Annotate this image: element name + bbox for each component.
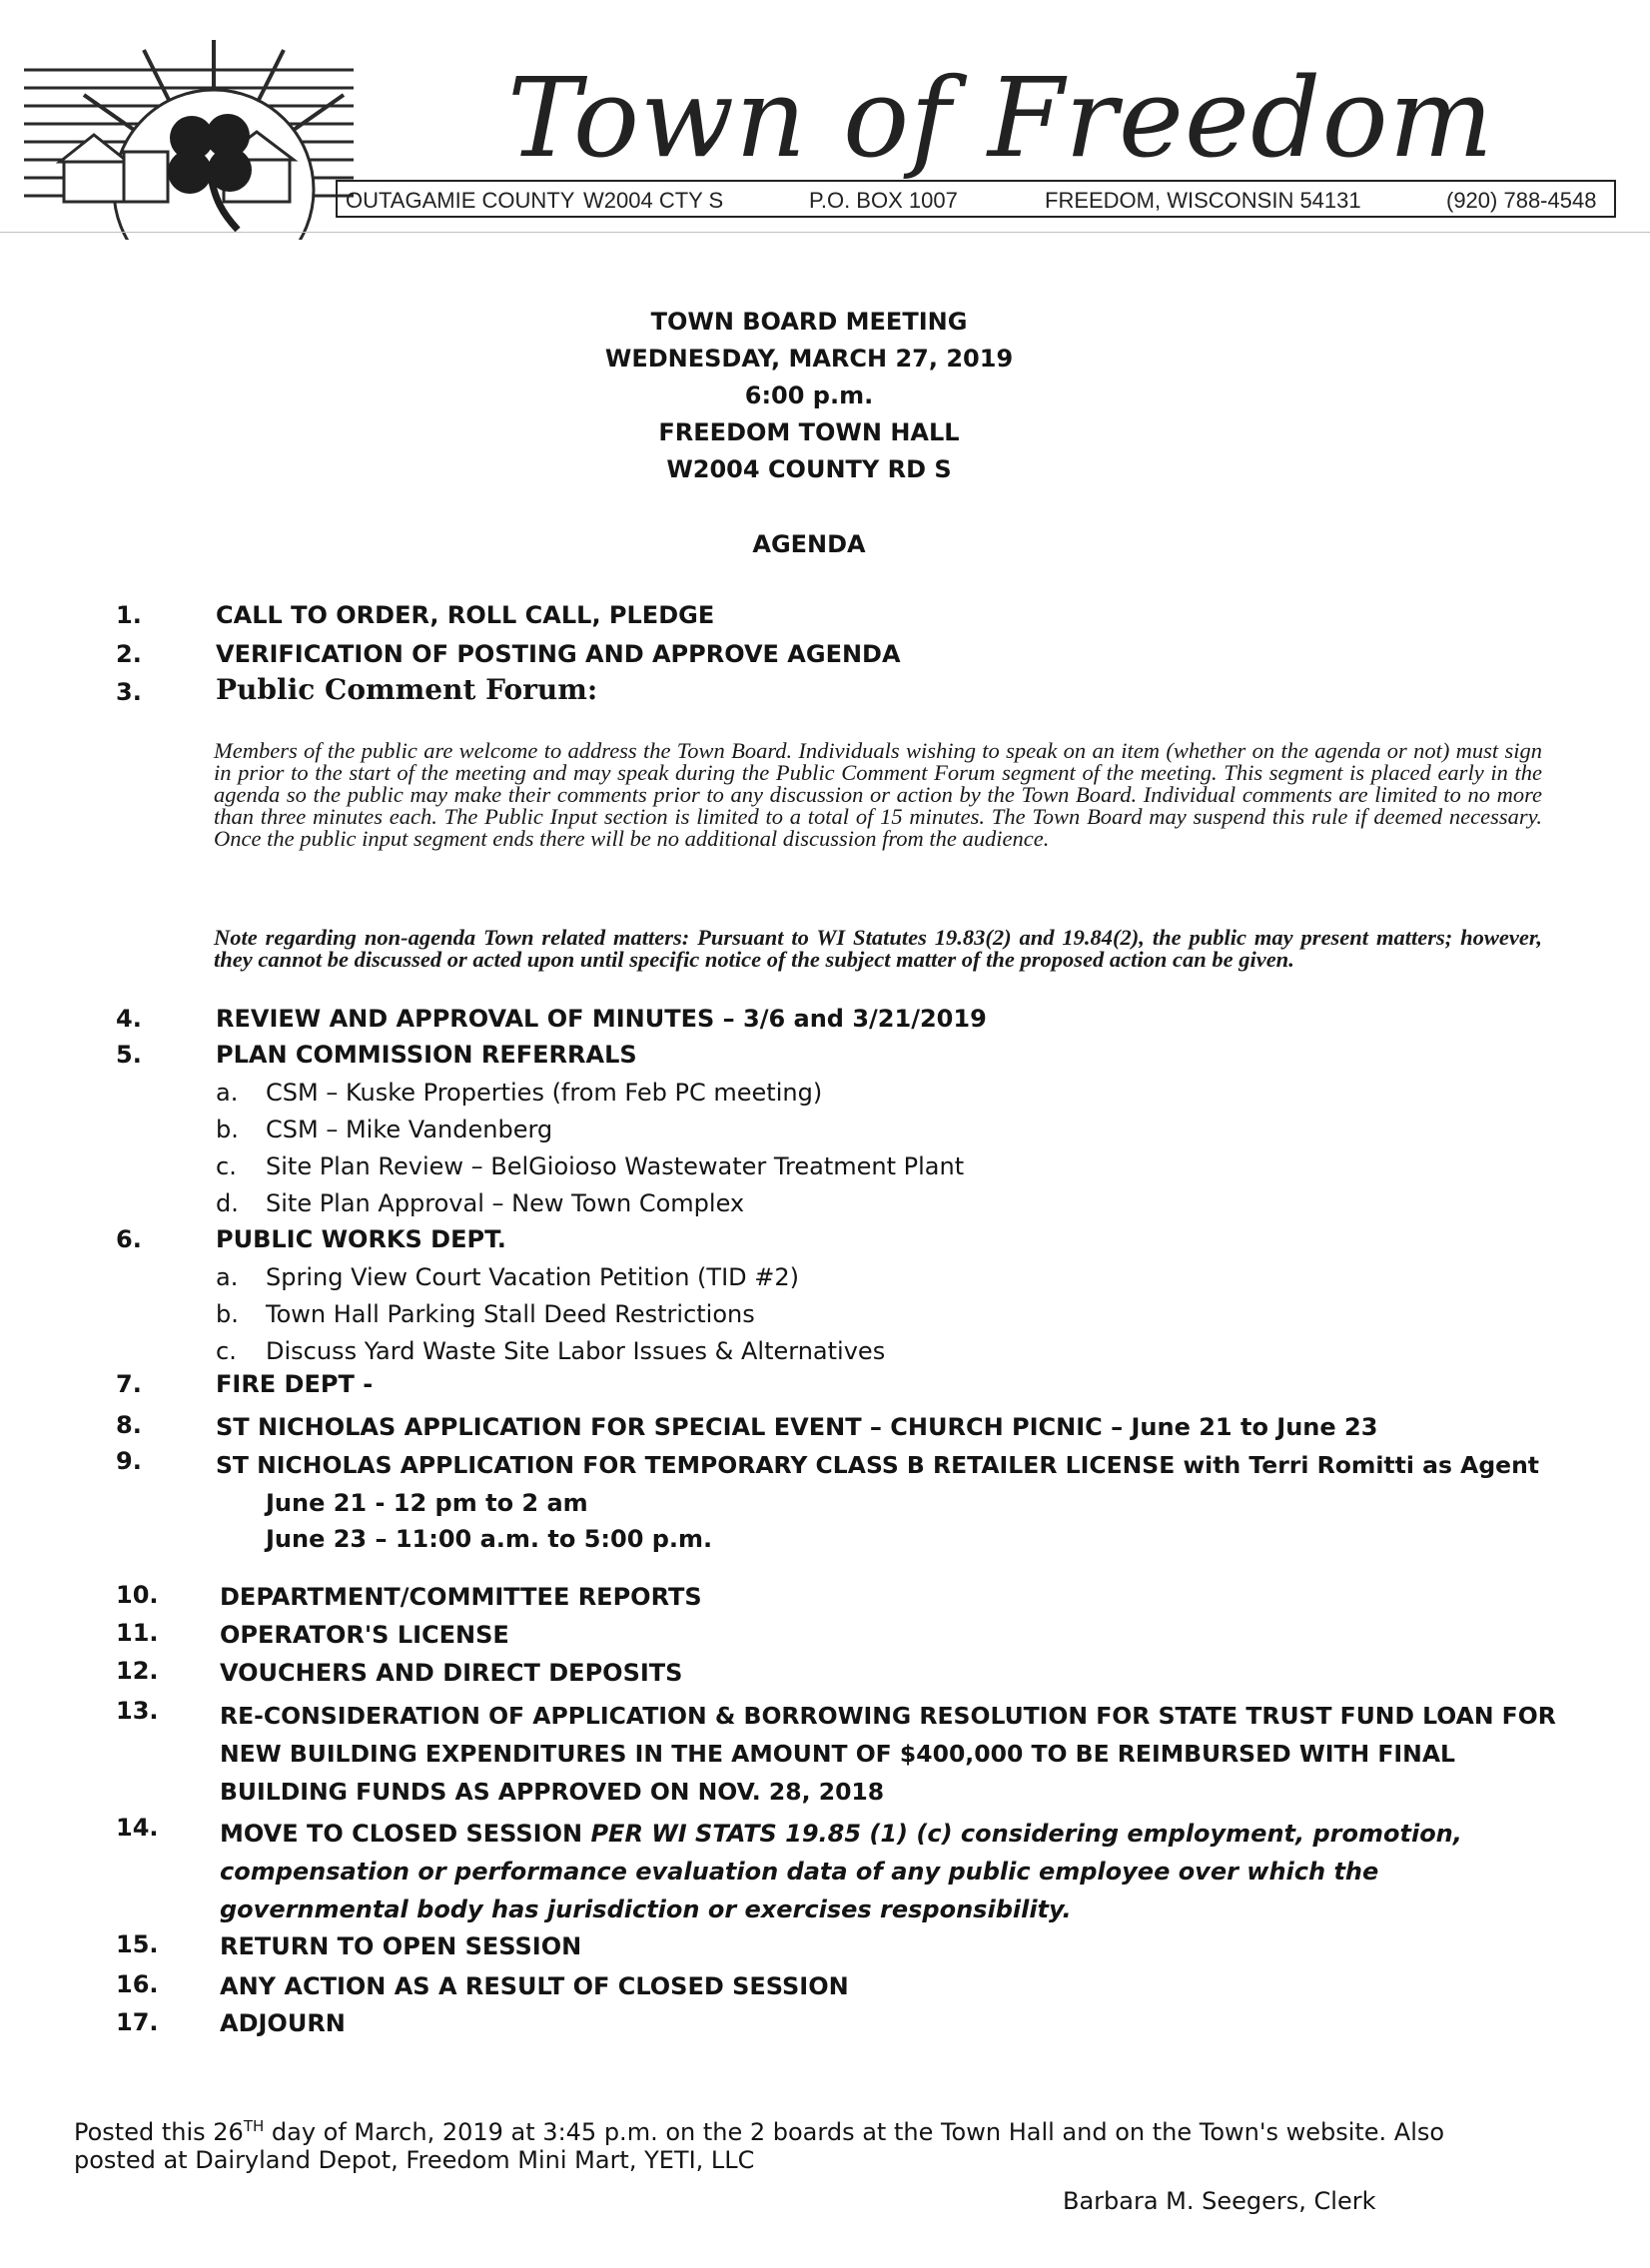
address-bar [336, 180, 1616, 218]
item-number: 11. [116, 1619, 159, 1647]
posting-notice-rest: day of March, 2019 at 3:45 p.m. on the 2 boards at the Town Hall and on the Town's website. Also [264, 2118, 1445, 2146]
meeting-address: W2004 COUNTY RD S [666, 455, 952, 483]
sub-item-site-plan-approval: Site Plan Approval – New Town Complex [266, 1189, 745, 1217]
item-number: 4. [116, 1005, 142, 1033]
sub-item-letter: b. [216, 1300, 239, 1328]
street-label: W2004 CTY S [583, 188, 724, 213]
phone-label: (920) 788-4548 [1446, 188, 1597, 213]
posting-notice [74, 2110, 1444, 2148]
sub-item-csm-kuske: CSM – Kuske Properties (from Feb PC meeting) [266, 1079, 823, 1107]
agenda-item-vouchers: VOUCHERS AND DIRECT DEPOSITS [220, 1659, 683, 1687]
agenda-item-adjourn: ADJOURN [220, 2009, 346, 2037]
item-number: 1. [116, 601, 142, 629]
public-comment-paragraph: Members of the public are welcome to address the Town Board. Individuals wishing to speak on an item (whether on the agenda or not) must sign in prior to the start of the meeting and may speak during the Public Comment Forum segment of the meeting. This segment is placed early in the agenda so the public may make their comments prior to any discussion or action by the Town Board. Individual comments are limited to no more than three minutes each. The Public Input section is limited to a total of 15 minutes. The Town Board may suspend this rule if deemed necessary. Once the public input segment ends there will be no additional discussion from the audience. [214, 738, 1542, 851]
meeting-date: WEDNESDAY, MARCH 27, 2019 [604, 345, 1014, 373]
item-number: 7. [116, 1370, 142, 1398]
sub-item-letter: d. [216, 1189, 239, 1217]
agenda-item-open-session: RETURN TO OPEN SESSION [220, 1932, 582, 1960]
agenda-item-retailer-license: ST NICHOLAS APPLICATION FOR TEMPORARY CLASS B RETAILER LICENSE with Terri Romitti as Agent [216, 1451, 1540, 1479]
meeting-title: TOWN BOARD MEETING [650, 308, 968, 336]
license-date-june-23: June 23 – 11:00 a.m. to 5:00 p.m. [266, 1525, 713, 1553]
po-box-label: P.O. BOX 1007 [809, 188, 958, 213]
item-number: 2. [116, 640, 142, 668]
agenda-item-operators-license: OPERATOR'S LICENSE [220, 1621, 509, 1649]
agenda-item-closed-session [220, 1815, 1568, 1928]
agenda-item-special-event: ST NICHOLAS APPLICATION FOR SPECIAL EVENT – CHURCH PICNIC – June 21 to June 23 [216, 1413, 1378, 1441]
item-number: 6. [116, 1225, 142, 1253]
license-date-june-21: June 21 - 12 pm to 2 am [266, 1489, 588, 1517]
header-divider [0, 232, 1650, 233]
posting-locations: posted at Dairyland Depot, Freedom Mini Mart, YETI, LLC [74, 2146, 755, 2174]
agenda-heading: AGENDA [752, 530, 866, 558]
sub-item-parking-stall: Town Hall Parking Stall Deed Restrictions [266, 1300, 755, 1328]
agenda-item-plan-commission: PLAN COMMISSION REFERRALS [216, 1041, 637, 1069]
agenda-item-minutes: REVIEW AND APPROVAL OF MINUTES – 3/6 and 3/21/2019 [216, 1005, 987, 1033]
meeting-time: 6:00 p.m. [744, 381, 874, 409]
closed-session-label: MOVE TO CLOSED SESSION [220, 1820, 591, 1848]
clerk-signature: Barbara M. Seegers, Clerk [1063, 2187, 1376, 2215]
county-label: OUTAGAMIE COUNTY [346, 188, 575, 213]
item-number: 10. [116, 1581, 159, 1609]
city-label: FREEDOM, WISCONSIN 54131 [1045, 188, 1361, 213]
item-number: 9. [116, 1447, 142, 1475]
agenda-item-reports: DEPARTMENT/COMMITTEE REPORTS [220, 1583, 702, 1611]
sub-item-letter: a. [216, 1079, 239, 1107]
item-number: 17. [116, 2008, 159, 2036]
sub-item-csm-vandenberg: CSM – Mike Vandenberg [266, 1116, 553, 1143]
item-number: 15. [116, 1930, 159, 1958]
sub-item-site-plan-review: Site Plan Review – BelGioioso Wastewater Treatment Plant [266, 1152, 965, 1180]
agenda-item-verification: VERIFICATION OF POSTING AND APPROVE AGENDA [216, 640, 901, 668]
sub-item-spring-view: Spring View Court Vacation Petition (TID #2) [266, 1263, 799, 1291]
agenda-item-public-works: PUBLIC WORKS DEPT. [216, 1225, 506, 1253]
letterhead [24, 40, 1622, 240]
posting-notice-start: Posted this 26 [74, 2118, 244, 2146]
item-number: 3. [116, 678, 142, 706]
posting-notice-sup: TH [243, 2117, 265, 2135]
agenda-item-closed-session-action: ANY ACTION AS A RESULT OF CLOSED SESSION [220, 1972, 849, 2000]
sub-item-letter: c. [216, 1152, 237, 1180]
item-number: 5. [116, 1041, 142, 1069]
meeting-place: FREEDOM TOWN HALL [658, 418, 960, 446]
item-number: 12. [116, 1657, 159, 1685]
item-number: 16. [116, 1970, 159, 1998]
agenda-item-public-comment: Public Comment Forum: [216, 673, 598, 706]
agenda-item-fire-dept: FIRE DEPT - [216, 1370, 374, 1398]
non-agenda-note: Note regarding non-agenda Town related matters: Pursuant to WI Statutes 19.83(2) and 19.84(2), the public may present matters; however, they cannot be discussed or acted upon until specific notice of the subject matter of the proposed action can be given. [214, 925, 1542, 972]
agenda-item-call-to-order: CALL TO ORDER, ROLL CALL, PLEDGE [216, 601, 715, 629]
town-title: Town of Freedom [507, 54, 1494, 182]
item-number: 13. [116, 1697, 159, 1725]
item-number: 14. [116, 1814, 159, 1842]
agenda-item-reconsideration: RE-CONSIDERATION OF APPLICATION & BORROWING RESOLUTION FOR STATE TRUST FUND LOAN FOR NEW BUILDING EXPENDITURES IN THE AMOUNT OF $400,000 TO BE REIMBURSED WITH FINAL BUILDING FUNDS AS APPROVED ON NOV. 28, 2018 [220, 1702, 1556, 1806]
item-number: 8. [116, 1411, 142, 1439]
closed-session-statute: PER WI STATS 19.85 (1) (c) considering employment, promotion, compensation or performance evaluation data of any public employee over which the governmental body has jurisdiction or exercises responsibility. [220, 1820, 1462, 1923]
sub-item-yard-waste: Discuss Yard Waste Site Labor Issues & Alternatives [266, 1337, 886, 1365]
sub-item-letter: b. [216, 1116, 239, 1143]
sub-item-letter: c. [216, 1337, 237, 1365]
sub-item-letter: a. [216, 1263, 239, 1291]
sunrise-farm-logo-icon [24, 40, 354, 240]
